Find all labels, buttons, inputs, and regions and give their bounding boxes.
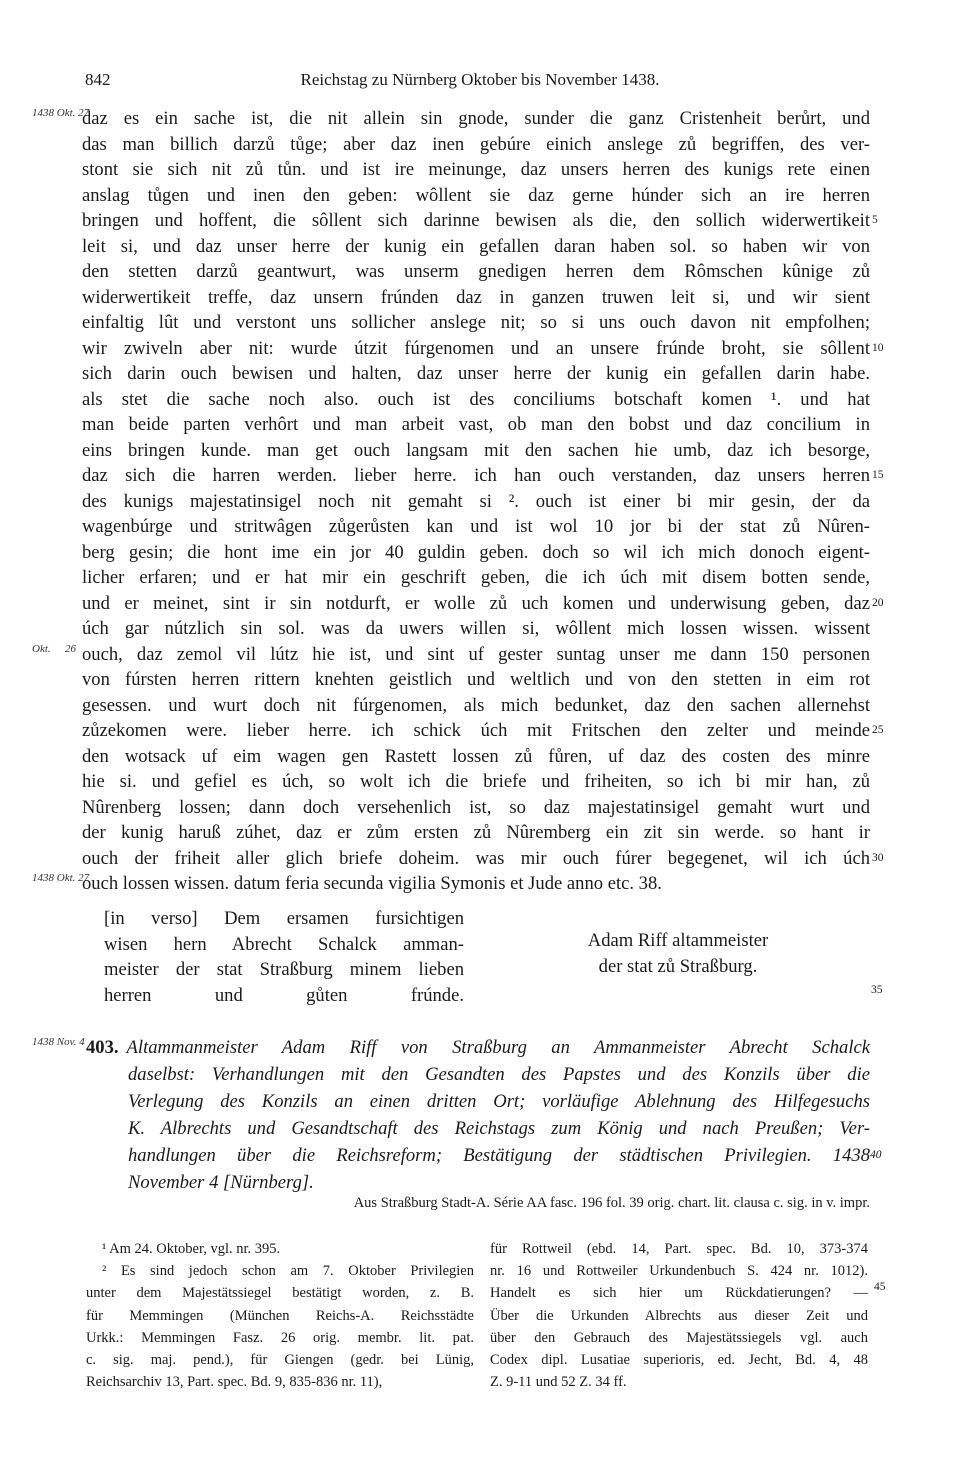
text-line-content: von fúrsten herren rittern knehten geistlich und weltlich und von den stetten in eim rot: [82, 669, 870, 690]
text-line-content: einfaltig lût und verstont uns sollicher anslege nit; so si uns ouch davon nit empfolhen;: [82, 312, 870, 333]
text-line: [82, 769, 870, 795]
footnote-line: Reichsarchiv 13, Part. spec. Bd. 9, 835-836 nr. 11),: [86, 1374, 383, 1391]
margin-date: 1438 Okt. 27: [32, 107, 90, 119]
text-line-content: den stetten darzů geantwurt, was unserm gnedigen herren dem Rômschen kûnige zů: [82, 261, 870, 282]
text-line-content: bringen und hoffent, die sôllent sich darinne bewisen als die, den sollich widerwertikeit: [82, 210, 870, 231]
footnote-line: Urkk.: Memmingen Fasz. 26 orig. membr. lit. pat.: [86, 1329, 474, 1346]
doc-heading-line: K. Albrechts und Gesandtschaft des Reichstags zum König und nach Preußen; Ver-: [128, 1118, 870, 1139]
text-line: [82, 591, 884, 617]
text-line-content: berg gesin; die hont ime ein jor 40 guldin geben. doch so wil ich mich donoch eigent-: [82, 541, 870, 563]
footnotes-right: [490, 1238, 868, 1393]
text-line: [82, 540, 870, 566]
text-line-content: man beide parten verhôrt und man arbeit vast, ob man den bobst und daz concilium in: [82, 414, 870, 435]
signature-block: [540, 928, 816, 980]
margin-date: 1438 Okt. 27: [32, 872, 90, 884]
line-number: 5: [872, 214, 878, 226]
footnotes-left: [86, 1238, 474, 1393]
address-line: [in verso] Dem ersamen fursichtigen: [104, 908, 464, 929]
text-line: [82, 820, 870, 846]
text-line: [82, 744, 870, 770]
footnote-line: nr. 16 und Rottweiler Urkundenbuch S. 424 nr. 1012).: [490, 1263, 868, 1280]
line-number: 40: [870, 1149, 882, 1161]
doc-heading-line: [86, 1142, 882, 1169]
text-line-content: anslag tůgen und inen den geben: wôllent sie daz gerne húnder sich an ire herren: [82, 184, 870, 206]
doc-heading-line: [32, 1034, 870, 1061]
line-number: 15: [872, 469, 884, 481]
document-number: 403.: [86, 1037, 119, 1058]
text-line: [82, 183, 870, 209]
text-line-content: daz es ein sache ist, die nit allein sin gnode, sunder die ganz Cristenheit berůrt, und: [82, 108, 870, 129]
text-line: [82, 795, 870, 821]
footnote-line: Handelt es sich hier um Rückdatierungen? —: [490, 1285, 868, 1302]
text-line: [82, 489, 870, 515]
footnote-line: Z. 9-11 und 52 Z. 34 ff.: [490, 1374, 627, 1391]
text-line-content: úch gar nútzlich sin sol. was da uwers willen si, wôllent mich lossen wissen. wissent: [82, 618, 870, 639]
line-number: 35: [871, 984, 883, 996]
text-line: [82, 208, 878, 234]
line-number: 45: [874, 1281, 886, 1293]
text-line: [82, 310, 870, 336]
address-line: meister der stat Straßburg minem lieben: [104, 959, 464, 980]
text-line: [82, 132, 870, 158]
text-line-content: leit si, und daz unser herre der kunig ein gefallen daran haben sol. so haben wir von: [82, 235, 870, 257]
doc-heading-text: Altammanmeister Adam Riff von Straßburg an Ammanmeister Abrecht Schalck: [126, 1037, 870, 1058]
margin-date: 1438 Nov. 4: [32, 1036, 85, 1048]
text-line: [82, 361, 870, 387]
text-line: [82, 693, 870, 719]
letter-body: [32, 106, 884, 897]
footnote-line: für Rottweil (ebd. 14, Part. spec. Bd. 10, 373-374: [490, 1241, 868, 1257]
text-line-content: daz sich die harren werden. lieber herre. ich han ouch verstanden, daz unsers herren: [82, 465, 870, 486]
text-line: [32, 642, 870, 668]
text-line-content: gesessen. und wurt doch nit fúrgenomen, als mich bedunket, daz den sachen allernehst: [82, 694, 870, 716]
text-line-content: Nûrenberg lossen; dann doch versehenlich ist, so daz majestatinsigel gemaht wurt und: [82, 796, 870, 818]
text-line-content: wagenbúrge und stritwâgen zůgerůsten kan und ist wol 10 jor bi der stat zů Nûren-: [82, 516, 870, 537]
text-line: [82, 667, 870, 693]
document-heading: [32, 1034, 882, 1196]
footnote-line: ¹ Am 24. Oktober, vgl. nr. 395.: [102, 1241, 281, 1257]
text-line-content: stont sie sich nit zů tůn. und ist ire meinunge, daz unsers herren des kunigs rete einen: [82, 159, 870, 180]
text-line-content: ouch, daz zemol vil lútz hie ist, und sint uf gester suntag unser me dann 150 personen: [82, 643, 870, 665]
text-line: [82, 285, 870, 311]
line-number: 25: [872, 724, 884, 736]
text-line-content: der kunig haruß zúhet, daz er zům ersten zů Nûremberg ein zit sin werde. so hant ir: [82, 822, 870, 843]
footnote-line: unter dem Majestätssiegel bestätigt worden, z. B.: [86, 1285, 474, 1302]
footnote-line: Über die Urkunden Albrechts aus dieser Zeit und: [490, 1307, 868, 1324]
text-line: [32, 871, 870, 897]
text-line-content: den wotsack uf eim wagen gen Rastett lossen zů fůren, uf daz des costen des minre: [82, 745, 870, 767]
text-line-content: licher erfaren; und er hat mir ein geschrift geben, die ich úch mit disem botten sende,: [82, 567, 870, 588]
text-line: [82, 259, 870, 285]
footnote-line: für Memmingen (München Reichs-A. Reichsstädte: [86, 1307, 474, 1324]
text-line: [82, 718, 884, 744]
text-line: [82, 616, 870, 642]
text-line-content: zůzekomen were. lieber herre. ich schick úch mit Fritschen den zelter und meinde: [82, 720, 870, 741]
page-number: 842: [85, 70, 111, 89]
doc-heading-line: November 4 [Nürnberg].: [128, 1172, 314, 1193]
text-line: [82, 514, 870, 540]
text-line: [82, 387, 870, 413]
text-line: [82, 412, 870, 438]
margin-date: Okt. 26: [32, 642, 76, 655]
line-number: 10: [872, 341, 884, 354]
text-line: [82, 438, 870, 464]
text-line-content: ouch der friheit aller glich briefe doheim. was mir ouch fúrer begegenet, wil ich úch: [82, 847, 870, 869]
footnote-line: ² Es sind jedoch schon am 7. Oktober Privilegien: [102, 1263, 474, 1280]
text-line-content: als stet die sache noch also. ouch ist des conciliums botschaft komen ¹. und hat: [82, 388, 870, 410]
text-line-content: das man billich darzů tůge; aber daz inen gebúre einich anslege zů begriffen, des ver-: [82, 133, 870, 155]
signature-line: Adam Riff altammeister: [587, 930, 769, 951]
footnote-line: Codex dipl. Lusatiae superioris, ed. Jecht, Bd. 4, 48: [490, 1351, 868, 1368]
text-line: [82, 846, 884, 872]
source-note: Aus Straßburg Stadt-A. Série AA fasc. 196 fol. 39 orig. chart. lit. clausa c. sig. in v. impr.: [353, 1195, 870, 1211]
text-line-content: wir zwiveln aber nit: wurde útzit fúrgenomen und an unsere frúnde broht, sie sôllent: [82, 337, 870, 359]
text-line-content: sich darin ouch bewisen und halten, daz unser herre der kunig ein gefallen darin habe.: [82, 363, 870, 384]
text-line: [82, 157, 870, 183]
text-line-content: ouch lossen wissen. datum feria secunda vigilia Symonis et Jude anno etc. 38.: [82, 873, 662, 894]
line-number: 20: [872, 596, 884, 609]
address-block: [104, 906, 464, 1008]
signature-line: der stat zů Straßburg.: [598, 956, 758, 977]
text-line: [82, 565, 870, 591]
text-line-content: widerwertikeit treffe, daz unsern frúnden daz in ganzen truwen leit si, und wir sient: [82, 286, 870, 308]
address-line: herren und gůten frúnde.: [104, 984, 464, 1006]
text-line-content: des kunigs majestatinsigel noch nit gemaht si ². ouch ist einer bi mir gesin, der da: [82, 490, 870, 512]
running-title: Reichstag zu Nürnberg Oktober bis November 1438.: [300, 70, 660, 89]
text-line: [82, 463, 884, 489]
text-line: [82, 336, 884, 362]
text-line-content: eins bringen kunde. man get ouch langsam mit den sachen hie umb, daz ich besorge,: [82, 439, 870, 461]
text-line: [82, 234, 870, 260]
doc-heading-line: Verlegung des Konzils an einen dritten Ort; vorläufige Ablehnung des Hilfegesuchs: [128, 1091, 870, 1112]
footnote-line: c. sig. maj. pend.), für Giengen (gedr. bei Lünig,: [86, 1351, 474, 1368]
doc-heading-line: daselbst: Verhandlungen mit den Gesandten des Papstes und des Konzils über die: [128, 1064, 870, 1085]
line-number: 30: [872, 851, 884, 864]
address-line: wisen hern Abrecht Schalck amman-: [104, 933, 464, 955]
text-line: [32, 106, 870, 132]
doc-heading-text: handlungen über die Reichsreform; Bestätigung der städtischen Privilegien. 1438: [128, 1145, 870, 1166]
text-line-content: und er meinet, sint ir sin notdurft, er wolle zů uch komen und underwisung geben, daz: [82, 592, 870, 614]
text-line-content: hie si. und gefiel es úch, so wolt ich die briefe und friheiten, so ich bi mir han, zů: [82, 771, 870, 792]
footnote-line: über den Gebrauch des Majestätssiegels vgl. auch: [490, 1329, 868, 1346]
